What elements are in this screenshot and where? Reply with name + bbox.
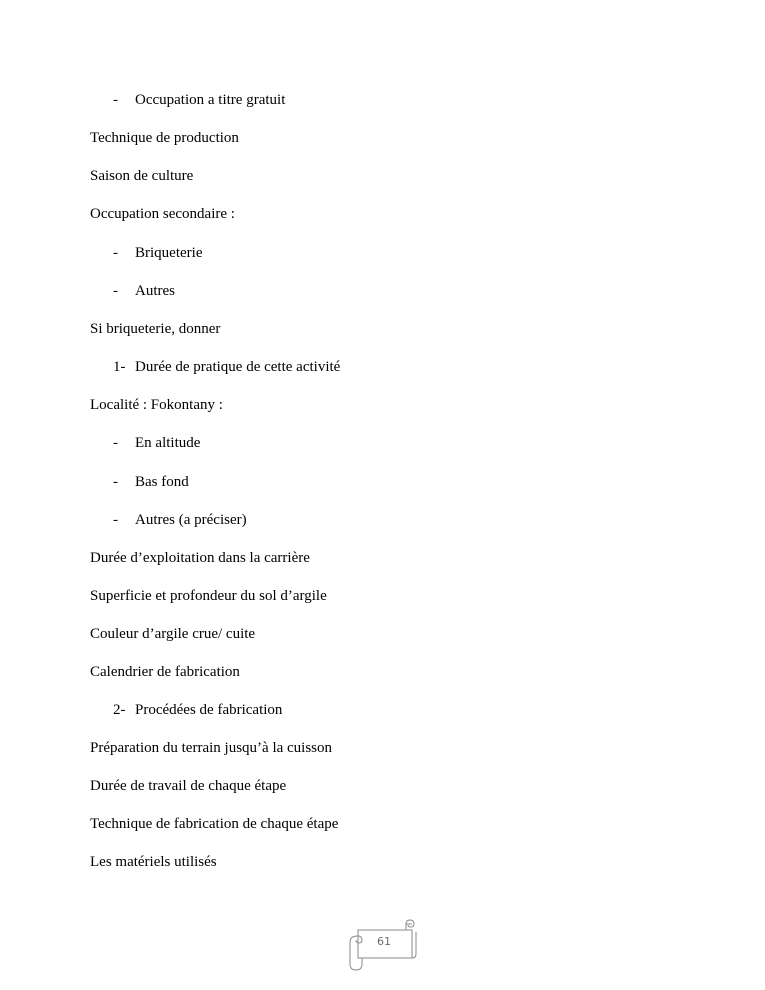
text-line [90, 129, 239, 147]
line-text: Si briqueterie, donner [90, 321, 221, 337]
text-line [90, 777, 286, 795]
line-text: Technique de production [90, 130, 239, 146]
text-line [90, 320, 220, 338]
text-line [90, 815, 338, 833]
text-line [90, 587, 327, 605]
line-text: En altitude [135, 435, 201, 451]
line-text: Occupation a titre gratuit [135, 92, 286, 108]
text-line [90, 396, 223, 414]
text-line [90, 625, 255, 643]
line-text: Technique de fabrication de chaque étape [90, 816, 339, 832]
line-text: Autres (a préciser) [135, 512, 247, 528]
line-text: Durée de travail de chaque étape [90, 778, 287, 794]
number-marker: 2- [113, 702, 126, 718]
line-text: Localité : Fokontany : [90, 397, 223, 413]
line-text: Saison de culture [90, 168, 194, 184]
text-line [90, 663, 240, 681]
bullet-marker: - [113, 92, 118, 108]
bullet-marker: - [113, 283, 118, 299]
line-text: Les matériels utilisés [90, 854, 217, 870]
text-line [90, 739, 332, 757]
line-text: Occupation secondaire : [90, 206, 235, 222]
text-line [90, 853, 217, 871]
number-marker: 1- [113, 359, 126, 375]
line-text: Bas fond [135, 474, 189, 490]
page-number-scroll [348, 918, 418, 972]
bullet-marker: - [113, 245, 118, 261]
line-text: Procédées de fabrication [135, 702, 283, 718]
bullet-marker: - [113, 474, 118, 490]
text-line [90, 167, 193, 185]
bullet-marker: - [113, 435, 118, 451]
line-text: Calendrier de fabrication [90, 664, 240, 680]
line-text: Couleur d’argile crue/ cuite [90, 626, 256, 642]
line-text: Durée d’exploitation dans la carrière [90, 550, 310, 566]
line-text: Préparation du terrain jusqu’à la cuisson [90, 740, 333, 756]
line-text: Briqueterie [135, 245, 203, 261]
text-line [90, 205, 235, 223]
bullet-marker: - [113, 512, 118, 528]
line-text: Superficie et profondeur du sol d’argile [90, 588, 327, 604]
page-number: 61 [377, 935, 391, 948]
line-text: Autres [135, 283, 175, 299]
line-text: Durée de pratique de cette activité [135, 359, 341, 375]
text-line [90, 549, 310, 567]
